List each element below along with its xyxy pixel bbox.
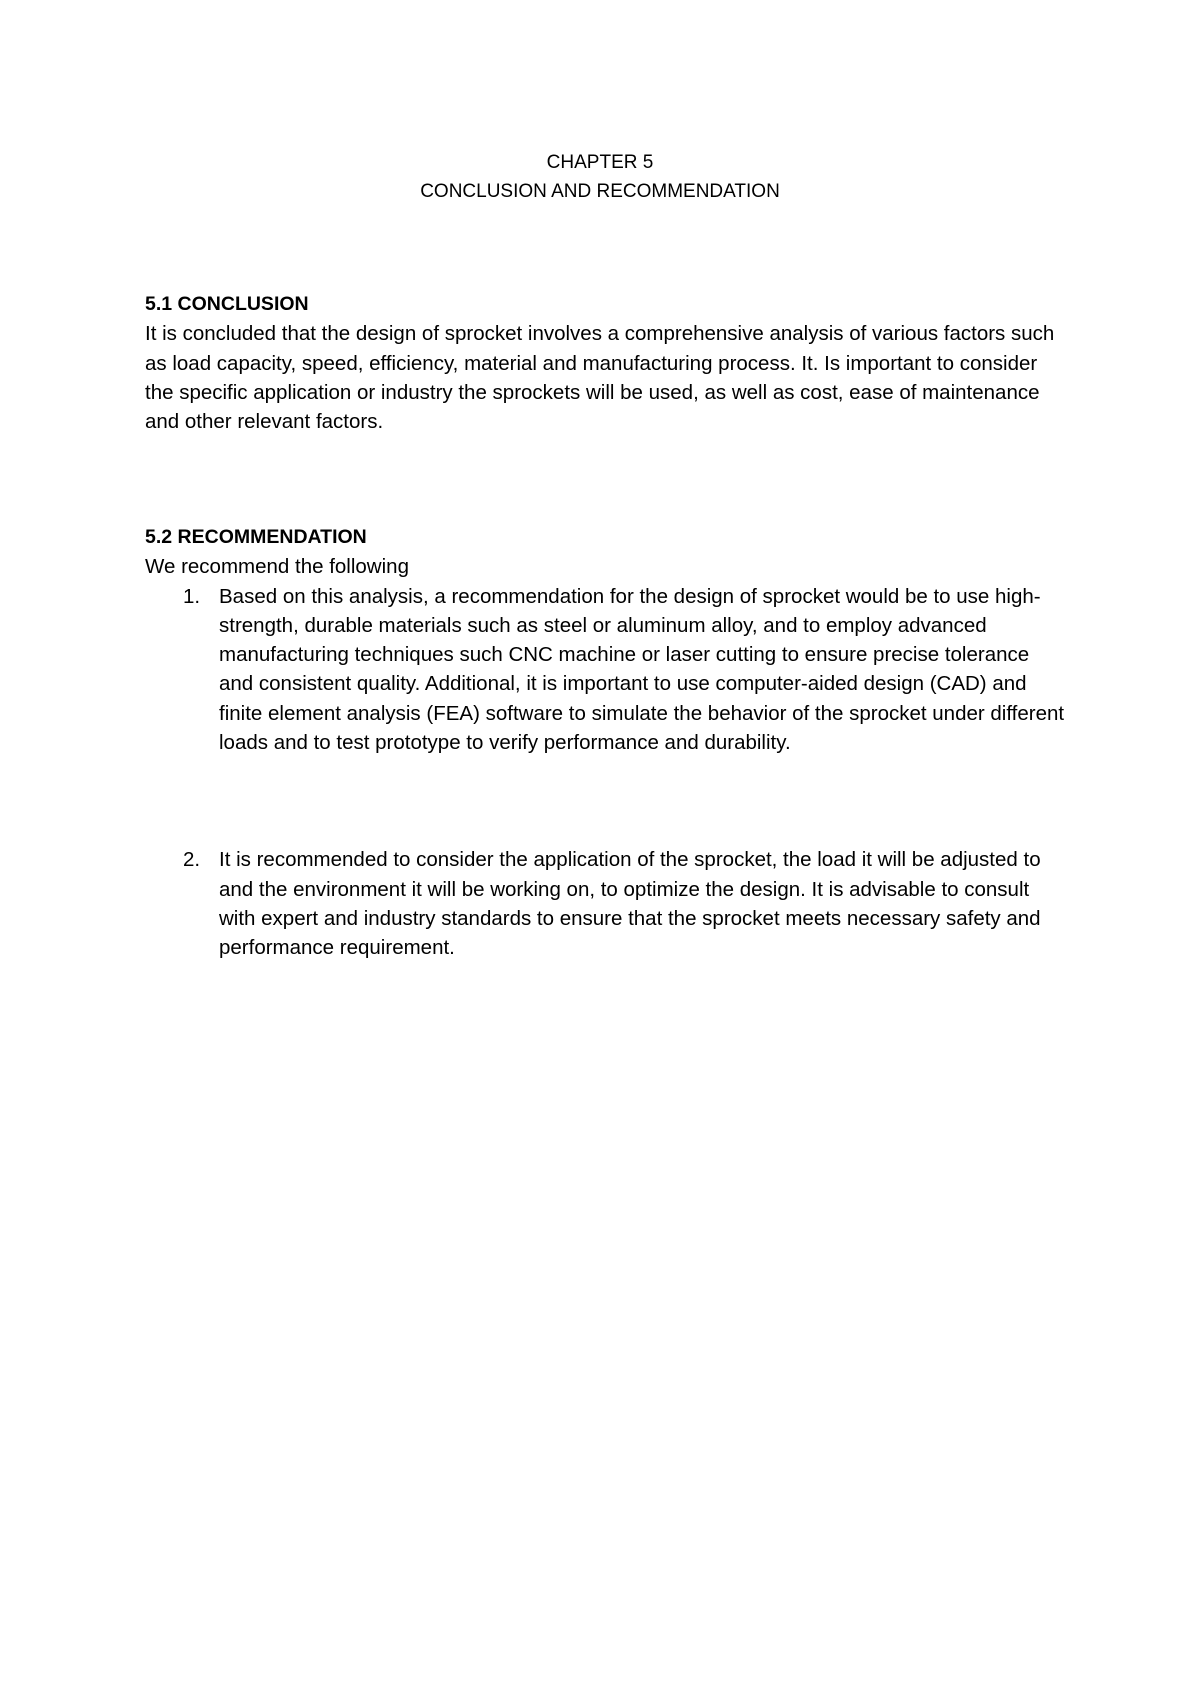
list-item-number: 1. — [183, 584, 201, 608]
chapter-heading — [0, 148, 1200, 206]
list-item-number: 2. — [183, 848, 201, 872]
list-item-text: It is recommended to consider the application of the sprocket, the load it will be adjusted to and the environment it will be working on, to optimize the design. It is advisable to consult with expert and industry standards to ensure that the sprocket meets necessary safety and performance requirement. — [219, 848, 1041, 960]
recommendation-intro: We recommend the following — [145, 555, 409, 579]
list-item — [145, 845, 1065, 962]
list-item-text: Based on this analysis, a recommendation for the design of sprocket would be to use high-strength, durable materials such as steel or aluminum alloy, and to employ advanced manufacturing techniques such CNC machine or laser cutting to ensure precise tolerance and consistent quality. Additional, it is important to use computer-aided design (CAD) and finite element analysis (FEA) software to simulate the behavior of the sprocket under different loads and to test prototype to verify performance and durability. — [219, 584, 1065, 755]
conclusion-body: It is concluded that the design of sprocket involves a comprehensive analysis of various factors such as load capacity, speed, efficiency, material and manufacturing process. It. Is important to consider the specific application or industry the sprockets will be used, as well as cost, ease of maintenance and other relevant factors. — [145, 322, 1055, 434]
conclusion-heading: 5.1 CONCLUSION — [145, 293, 309, 315]
recommendation-list — [145, 582, 1065, 963]
recommendation-section — [145, 523, 1065, 963]
conclusion-section — [145, 290, 1065, 436]
recommendation-heading: 5.2 RECOMMENDATION — [145, 526, 367, 548]
chapter-title: CONCLUSION AND RECOMMENDATION — [420, 181, 780, 202]
chapter-label: CHAPTER 5 — [546, 152, 654, 173]
list-item — [145, 582, 1065, 758]
